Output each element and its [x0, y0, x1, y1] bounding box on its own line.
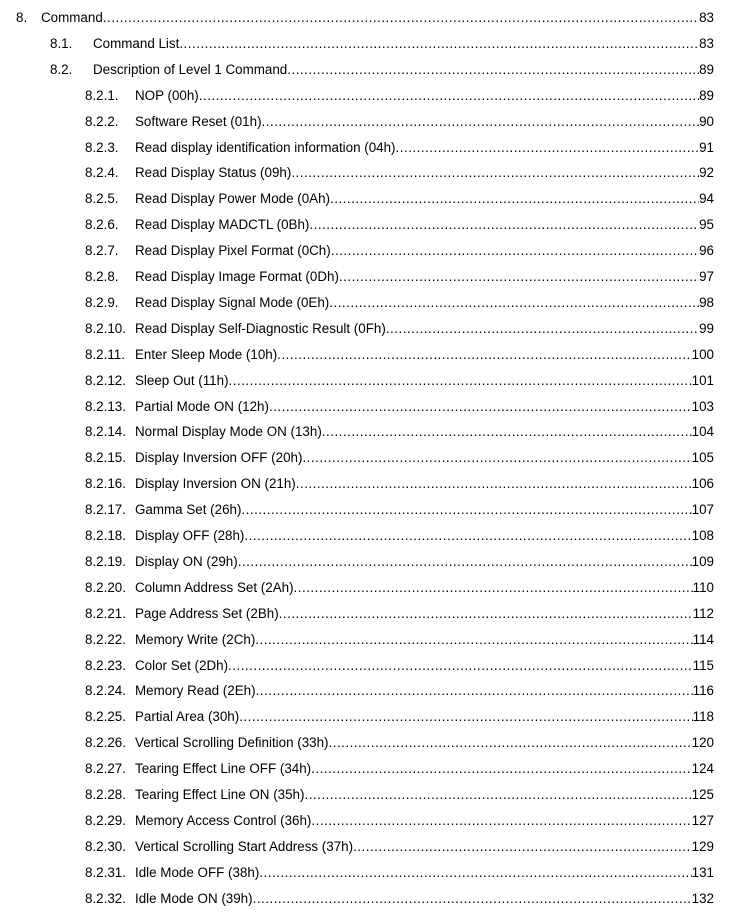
toc-entry-number: 8.2.28.: [85, 787, 126, 802]
toc-entry[interactable]: [0, 189, 733, 209]
toc-entry-number: 8.2.19.: [85, 553, 126, 569]
toc-entry-page-number[interactable]: 104: [691, 424, 714, 440]
toc-entry-title[interactable]: Partial Area (30h): [135, 709, 240, 725]
dot-leader: [329, 293, 699, 313]
toc-entry-body[interactable]: [41, 8, 714, 28]
toc-entry-page-number[interactable]: 131: [691, 864, 714, 880]
toc-entry-title[interactable]: Display ON (29h): [135, 553, 238, 569]
toc-entry-body[interactable]: [135, 837, 714, 857]
toc-entry[interactable]: [0, 785, 733, 805]
dot-leader: [339, 267, 699, 287]
toc-entry-title[interactable]: Display Inversion ON (21h): [135, 476, 296, 492]
toc-entry-number: 8.2.1.: [85, 87, 119, 103]
toc-entry[interactable]: [0, 422, 733, 442]
toc-entry-body[interactable]: [135, 345, 714, 365]
toc-entry[interactable]: [0, 500, 733, 520]
dot-leader: [199, 86, 699, 106]
toc-entry[interactable]: [0, 759, 733, 779]
toc-entry-page-number[interactable]: 120: [691, 735, 714, 751]
toc-entry-number: 8.2.3.: [85, 139, 119, 155]
dot-leader: [103, 8, 699, 28]
toc-entry-body[interactable]: [135, 604, 714, 624]
toc-entry[interactable]: [0, 163, 733, 183]
toc-entry-page-number[interactable]: 95: [699, 217, 714, 233]
toc-entry-page-number[interactable]: 124: [691, 761, 714, 777]
dot-leader: [244, 526, 691, 546]
toc-entry-title[interactable]: Normal Display Mode ON (13h): [135, 424, 322, 440]
dot-leader: [241, 500, 691, 520]
toc-entry-title[interactable]: Idle Mode ON (39h): [135, 890, 253, 906]
toc-entry-number: 8.2.2.: [85, 113, 119, 129]
toc-entry-title[interactable]: Tearing Effect Line ON (35h): [135, 787, 305, 802]
toc-entry-number: 8.2.31.: [85, 864, 126, 880]
toc-entry-number: 8.2.8.: [85, 269, 119, 284]
toc-entry-page-number[interactable]: 116: [692, 683, 714, 699]
dot-leader: [228, 656, 693, 676]
toc-entry-number: 8.2.27.: [85, 761, 126, 777]
toc-entry-number: 8.2.26.: [85, 735, 126, 751]
toc-entry[interactable]: [0, 112, 733, 132]
toc-entry-number: 8.2.16.: [85, 476, 126, 492]
dot-leader: [277, 345, 691, 365]
dot-leader: [269, 397, 692, 417]
toc-entry-page-number[interactable]: 107: [691, 502, 714, 518]
toc-entry-page-number[interactable]: 125: [691, 787, 714, 802]
toc-entry[interactable]: [0, 837, 733, 857]
dot-leader: [396, 138, 700, 158]
toc-entry[interactable]: [0, 448, 733, 468]
toc-entry[interactable]: [0, 733, 733, 753]
toc-entry-body[interactable]: [135, 371, 714, 391]
dot-leader: [353, 837, 692, 857]
toc-entry-body[interactable]: [135, 889, 714, 909]
toc-entry[interactable]: [0, 474, 733, 494]
toc-entry-page-number[interactable]: 100: [691, 346, 714, 362]
toc-entry[interactable]: [0, 215, 733, 235]
toc-entry-number: 8.1.: [50, 35, 73, 51]
toc-entry-title[interactable]: Partial Mode ON (12h): [135, 398, 269, 414]
toc-entry-number: 8.2.7.: [85, 243, 119, 259]
toc-entry-title[interactable]: Idle Mode OFF (38h): [135, 864, 260, 880]
toc-entry-body[interactable]: [135, 733, 714, 753]
toc-entry-body[interactable]: [135, 448, 714, 468]
toc-entry-number: 8.2.14.: [85, 424, 126, 440]
toc-entry-number: 8.2.5.: [85, 191, 119, 207]
toc-entry[interactable]: [0, 86, 733, 106]
toc-entry-page-number[interactable]: 106: [691, 476, 714, 492]
toc-entry-title[interactable]: NOP (00h): [135, 87, 199, 103]
toc-entry-number: 8.2.24.: [85, 683, 126, 699]
toc-entry[interactable]: [0, 241, 733, 261]
toc-entry-body[interactable]: [93, 60, 714, 80]
toc-entry[interactable]: [0, 319, 733, 339]
toc-entry-body[interactable]: [135, 112, 714, 132]
toc-entry-title[interactable]: Color Set (2Dh): [135, 657, 229, 673]
toc-entry-number: 8.2.13.: [85, 398, 126, 414]
toc-entry[interactable]: [0, 681, 733, 701]
toc-entry-number: 8.2.20.: [85, 579, 126, 595]
toc-entry-number: 8.2.: [50, 61, 73, 77]
dot-leader: [302, 448, 691, 468]
toc-entry-page-number[interactable]: 109: [691, 553, 714, 569]
toc-entry-title[interactable]: Column Address Set (2Ah): [135, 579, 294, 595]
toc-entry-title[interactable]: Display OFF (28h): [135, 528, 245, 543]
toc-entry-body[interactable]: [135, 241, 714, 261]
toc-entry-page-number[interactable]: 105: [691, 450, 714, 466]
toc-entry[interactable]: [0, 60, 733, 80]
toc-entry[interactable]: [0, 811, 733, 831]
toc-entry[interactable]: [0, 630, 733, 650]
toc-entry-body[interactable]: [135, 552, 714, 572]
toc-entry-page-number[interactable]: 99: [699, 320, 714, 336]
toc-entry-page-number[interactable]: 90: [699, 113, 714, 129]
toc-entry-title[interactable]: Software Reset (01h): [135, 113, 262, 129]
dot-leader: [256, 681, 693, 701]
toc-entry-body[interactable]: [93, 34, 714, 54]
toc-entry-number: 8.2.12.: [85, 372, 126, 388]
toc-entry-page-number[interactable]: 97: [699, 269, 714, 284]
toc-entry-number: 8.2.18.: [85, 528, 126, 543]
toc-entry-number: 8.2.17.: [85, 502, 126, 518]
toc-entry-body[interactable]: [135, 397, 714, 417]
toc-entry[interactable]: [0, 604, 733, 624]
toc-entry-body[interactable]: [135, 785, 714, 805]
toc-entry[interactable]: [0, 578, 733, 598]
dot-leader: [255, 630, 692, 650]
toc-entry-page-number[interactable]: 103: [691, 398, 714, 414]
toc-entry-body[interactable]: [135, 500, 714, 520]
dot-leader: [179, 34, 699, 54]
toc-entry-number: 8.: [16, 10, 28, 25]
toc-entry-number: 8.2.4.: [85, 165, 119, 181]
toc-entry-number: 8.2.23.: [85, 657, 126, 673]
toc-entry-body[interactable]: [135, 578, 714, 598]
toc-entry-title[interactable]: Read Display Power Mode (0Ah): [135, 191, 330, 207]
toc-entry-title[interactable]: Command List: [93, 35, 180, 51]
toc-entry-title[interactable]: Memory Access Control (36h): [135, 812, 312, 828]
toc-entry-number: 8.2.22.: [85, 631, 126, 647]
dot-leader: [239, 707, 692, 727]
toc-entry-body[interactable]: [135, 215, 714, 235]
toc-entry-title[interactable]: Page Address Set (2Bh): [135, 605, 279, 621]
toc-entry-number: 8.2.9.: [85, 294, 119, 310]
toc-entry-title[interactable]: Tearing Effect Line OFF (34h): [135, 761, 312, 777]
toc-entry-body[interactable]: [135, 86, 714, 106]
toc-entry[interactable]: [0, 889, 733, 909]
toc-entry-page-number[interactable]: 89: [699, 61, 714, 77]
dot-leader: [311, 811, 691, 831]
toc-entry-body[interactable]: [135, 811, 714, 831]
toc-entry-title[interactable]: Vertical Scrolling Start Address (37h): [135, 838, 354, 854]
toc-entry-page-number[interactable]: 127: [691, 812, 714, 828]
toc-entry-page-number[interactable]: 114: [692, 631, 714, 647]
toc-entry-body[interactable]: [135, 474, 714, 494]
toc-entry-title[interactable]: Read Display MADCTL (0Bh): [135, 217, 310, 233]
toc-entry-body[interactable]: [135, 267, 714, 287]
toc-entry-page-number[interactable]: 96: [699, 243, 714, 259]
toc-entry[interactable]: [0, 293, 733, 313]
toc-entry-title[interactable]: Display Inversion OFF (20h): [135, 450, 303, 466]
toc-entry-page-number[interactable]: 112: [692, 605, 714, 621]
toc-entry-title[interactable]: Memory Write (2Ch): [135, 631, 256, 647]
toc-entry-page-number[interactable]: 132: [691, 890, 714, 906]
toc-entry-title[interactable]: Description of Level 1 Command: [93, 61, 288, 77]
toc-entry-page-number[interactable]: 92: [699, 165, 714, 181]
toc-entry-page-number[interactable]: 108: [691, 528, 714, 543]
toc-entry-page-number[interactable]: 94: [699, 191, 714, 207]
dot-leader: [309, 215, 699, 235]
toc-entry-title[interactable]: Read Display Pixel Format (0Ch): [135, 243, 331, 259]
dot-leader: [279, 604, 693, 624]
toc-entry-body[interactable]: [135, 189, 714, 209]
toc-entry[interactable]: [0, 8, 733, 28]
toc-entry[interactable]: [0, 34, 733, 54]
toc-entry[interactable]: [0, 371, 733, 391]
toc-entry[interactable]: [0, 707, 733, 727]
dot-leader: [294, 578, 693, 598]
toc-entry-title[interactable]: Enter Sleep Mode (10h): [135, 346, 278, 362]
toc-entry-title[interactable]: Command: [41, 10, 103, 25]
toc-entry-title[interactable]: Read Display Self-Diagnostic Result (0Fh): [135, 320, 386, 336]
toc-entry-number: 8.2.6.: [85, 217, 119, 233]
toc-entry[interactable]: [0, 138, 733, 158]
toc-entry-page-number[interactable]: 115: [692, 657, 714, 673]
toc-entry-number: 8.2.21.: [85, 605, 126, 621]
dot-leader: [287, 60, 699, 80]
toc-entry[interactable]: [0, 656, 733, 676]
toc-entry-number: 8.2.10.: [85, 320, 126, 336]
toc-entry-title[interactable]: Read display identification information (04h): [135, 139, 396, 155]
toc-entry-body[interactable]: [135, 759, 714, 779]
toc-entry[interactable]: [0, 345, 733, 365]
toc-entry-body[interactable]: [135, 526, 714, 546]
toc-entry-number: 8.2.15.: [85, 450, 126, 466]
toc-entry-title[interactable]: Read Display Signal Mode (0Eh): [135, 294, 330, 310]
toc-entry-number: 8.2.25.: [85, 709, 126, 725]
dot-leader: [322, 422, 692, 442]
toc-entry-page-number[interactable]: 91: [699, 139, 714, 155]
toc-entry-body[interactable]: [135, 319, 714, 339]
toc-entry-page-number[interactable]: 83: [699, 10, 714, 25]
toc-entry-title[interactable]: Read Display Status (09h): [135, 165, 292, 181]
toc-entry-body[interactable]: [135, 163, 714, 183]
toc-entry-body[interactable]: [135, 630, 714, 650]
toc-entry[interactable]: [0, 863, 733, 883]
dot-leader: [311, 759, 692, 779]
toc-entry-title[interactable]: Read Display Image Format (0Dh): [135, 269, 339, 284]
dot-leader: [386, 319, 699, 339]
dot-leader: [329, 733, 692, 753]
toc-entry-title[interactable]: Memory Read (2Eh): [135, 683, 256, 699]
toc-entry[interactable]: [0, 267, 733, 287]
toc-entry-body[interactable]: [135, 293, 714, 313]
toc-entry-number: 8.2.11.: [85, 346, 125, 362]
toc-entry-page-number[interactable]: 89: [699, 87, 714, 103]
toc-entry[interactable]: [0, 552, 733, 572]
toc-entry-body[interactable]: [135, 707, 714, 727]
toc-entry-page-number[interactable]: 98: [699, 294, 714, 310]
dot-leader: [262, 112, 700, 132]
toc-entry-page-number[interactable]: 101: [691, 372, 714, 388]
toc-entry-body[interactable]: [135, 422, 714, 442]
toc-entry-title[interactable]: Gamma Set (26h): [135, 502, 242, 518]
dot-leader: [296, 474, 692, 494]
toc-entry-page-number[interactable]: 110: [692, 579, 714, 595]
toc-entry-body[interactable]: [135, 681, 714, 701]
dot-leader: [259, 863, 691, 883]
dot-leader: [330, 189, 699, 209]
dot-leader: [238, 552, 692, 572]
toc-entry-body[interactable]: [135, 656, 714, 676]
toc-entry-page-number[interactable]: 118: [692, 709, 714, 725]
toc-entry-page-number[interactable]: 83: [699, 35, 714, 51]
dot-leader: [304, 785, 691, 805]
toc-entry-title[interactable]: Sleep Out (11h): [135, 372, 229, 388]
toc-entry-number: 8.2.29.: [85, 812, 126, 828]
dot-leader: [229, 371, 692, 391]
toc-entry-title[interactable]: Vertical Scrolling Definition (33h): [135, 735, 329, 751]
toc-entry[interactable]: [0, 526, 733, 546]
toc-entry-body[interactable]: [135, 863, 714, 883]
dot-leader: [331, 241, 699, 261]
toc-entry-number: 8.2.30.: [85, 838, 126, 854]
dot-leader: [253, 889, 692, 909]
toc-entry-page-number[interactable]: 129: [691, 838, 714, 854]
toc-entry-body[interactable]: [135, 138, 714, 158]
toc-entry[interactable]: [0, 397, 733, 417]
toc-entry-number: 8.2.32.: [85, 890, 126, 906]
dot-leader: [291, 163, 699, 183]
